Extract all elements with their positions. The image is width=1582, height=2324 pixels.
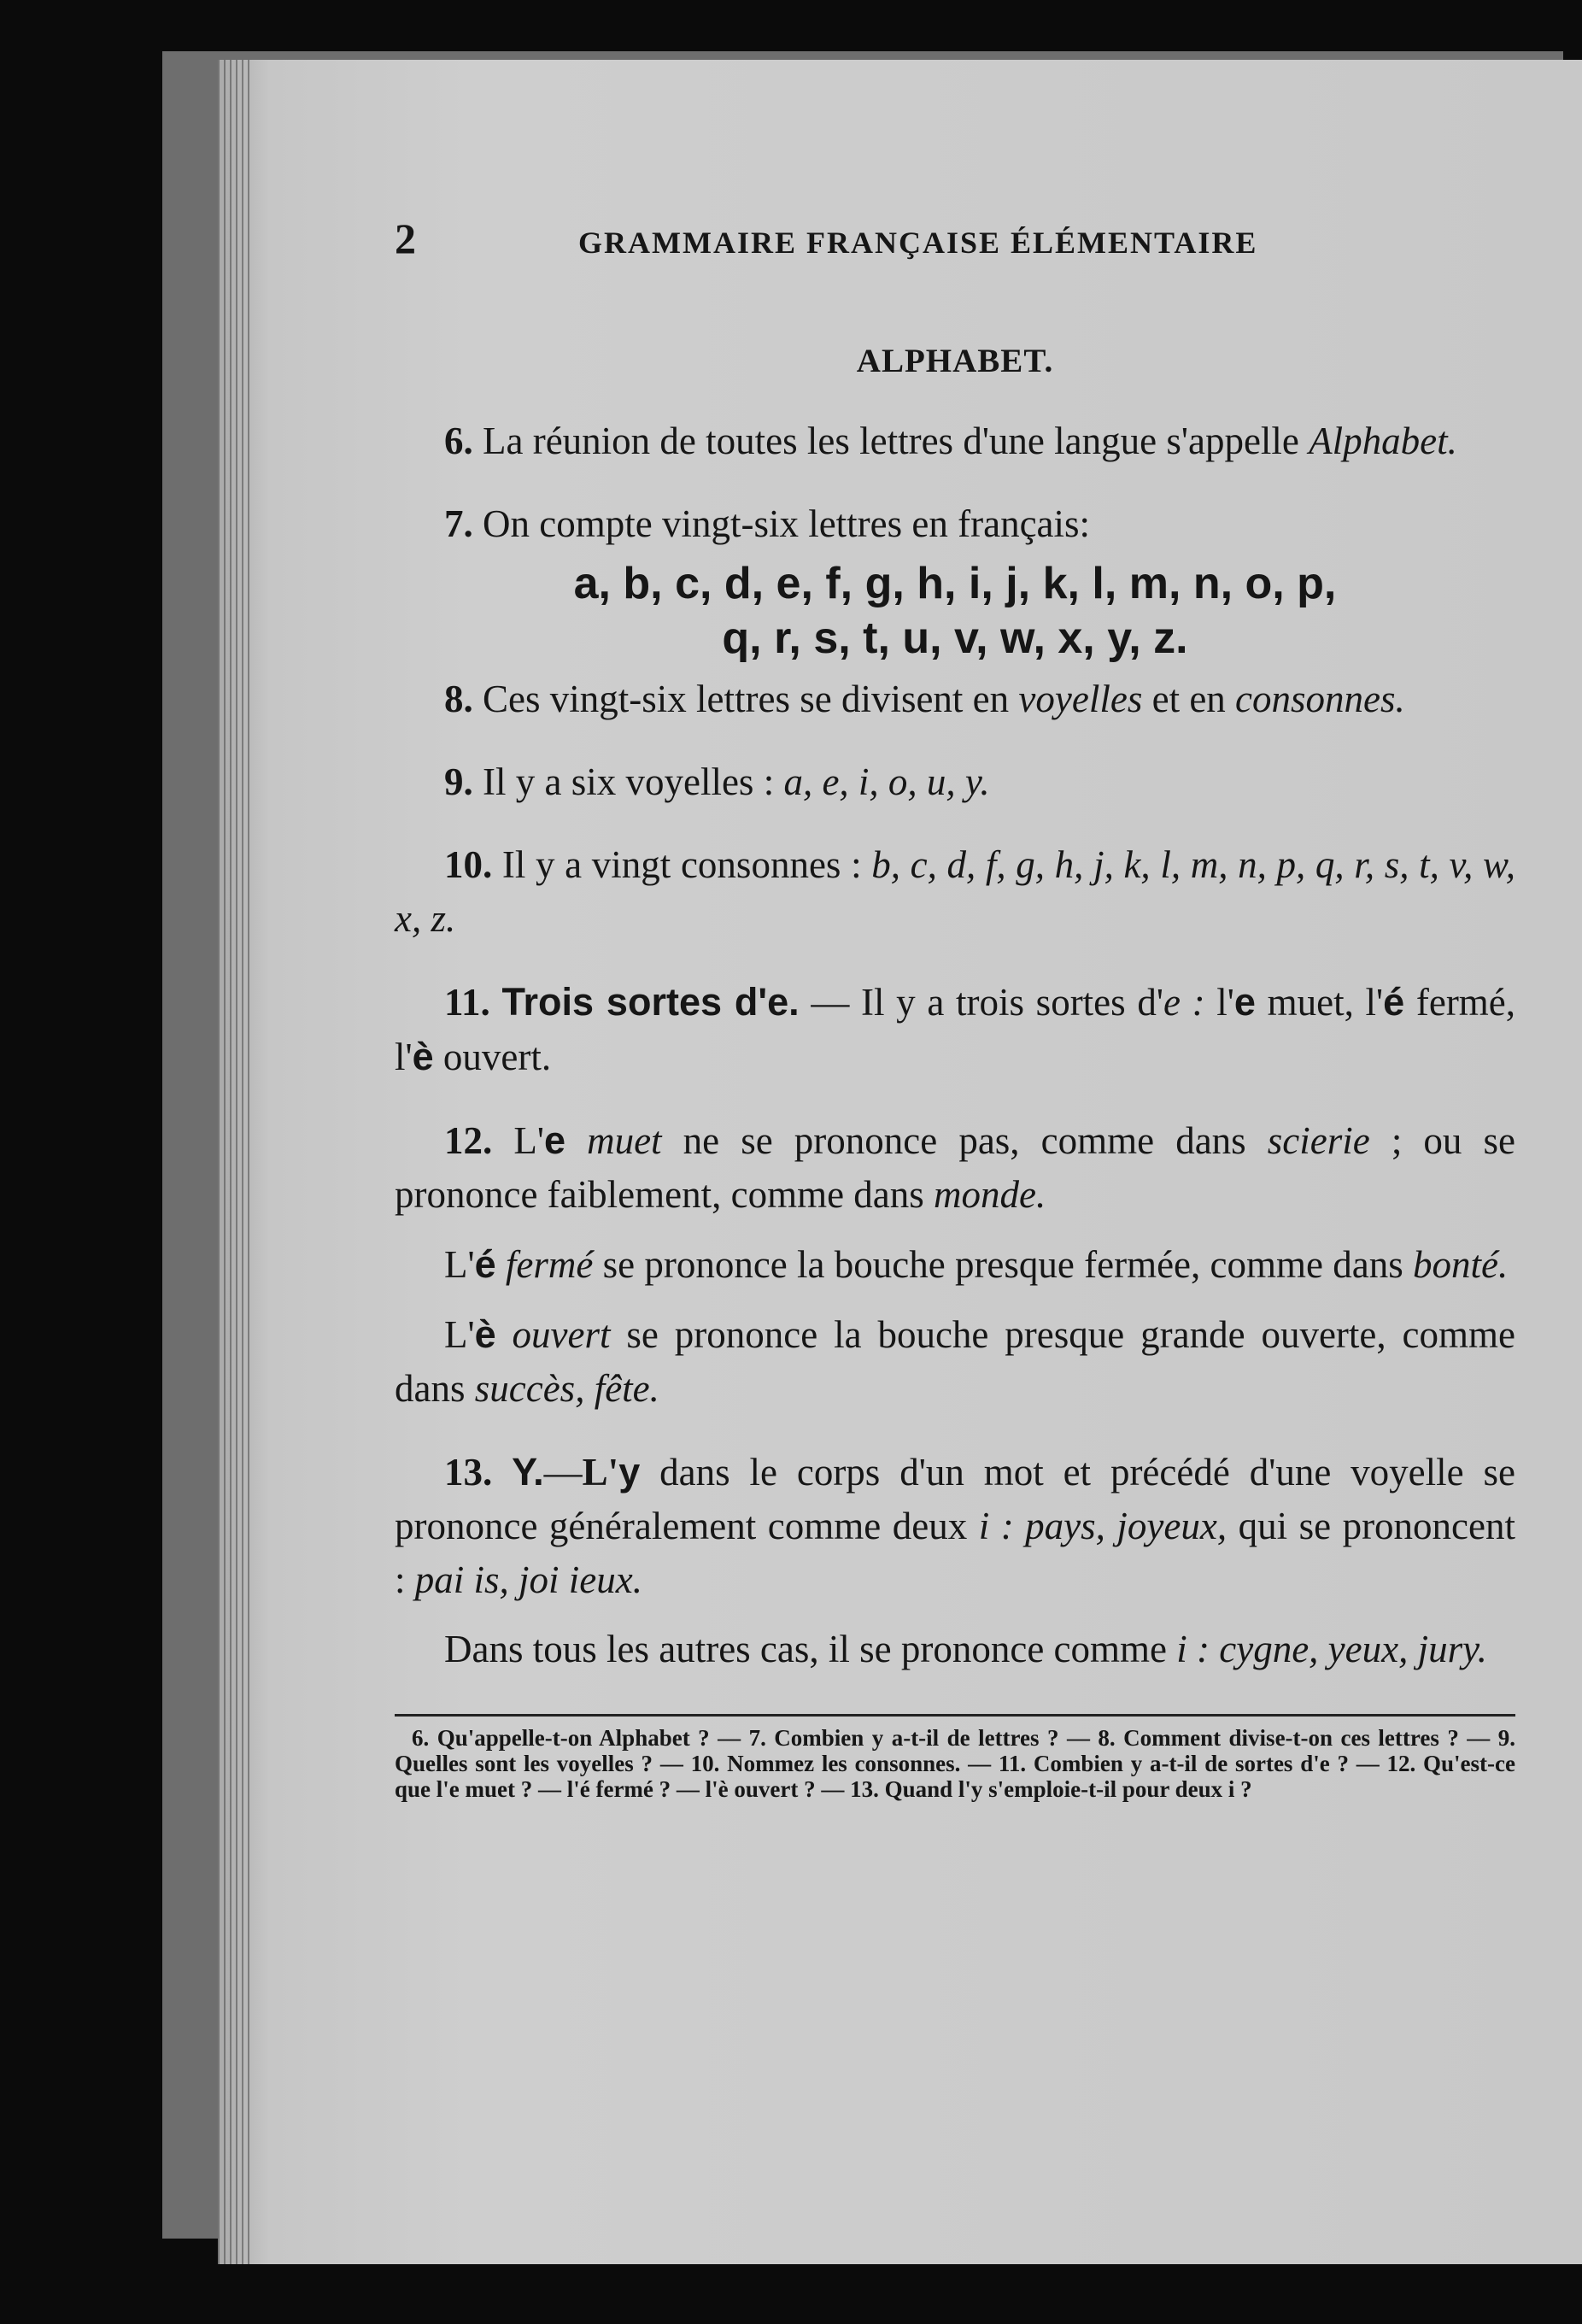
paragraph-text: fermé, [1404, 981, 1516, 1024]
paragraph-9 [395, 755, 1515, 809]
dash: — [543, 1451, 583, 1494]
article: L' [444, 1313, 475, 1356]
article: L' [582, 1451, 619, 1494]
alphabet-line-2: q, r, s, t, u, v, w, x, y, z. [722, 613, 1188, 663]
section-title: ALPHABET. [856, 343, 1054, 379]
emphasis: muet [565, 1119, 662, 1162]
paragraph-text: muet, [1255, 981, 1366, 1024]
paragraph-text: et en [1142, 678, 1236, 720]
article: L' [513, 1119, 544, 1162]
paragraph-text: Dans tous les autres cas, il se prononce comme [444, 1628, 1177, 1670]
paragraph-number: 6. [444, 420, 473, 462]
letter-y: y [618, 1450, 641, 1494]
letter-e-muet: e [1233, 980, 1256, 1024]
emphasis: fermé [495, 1243, 594, 1286]
paragraph-text: se prononce la bouche presque grande ouverte, comme dans [395, 1313, 1515, 1410]
running-title: GRAMMAIRE FRANÇAISE ÉLÉMENTAIRE [578, 226, 1258, 260]
paragraph-13-other-cases [395, 1623, 1515, 1676]
paragraph-number: 8. [444, 678, 473, 720]
emphasis: monde. [934, 1173, 1046, 1216]
paragraph-12-ouvert [395, 1307, 1515, 1416]
article: l' [1216, 981, 1234, 1024]
alphabet-list [395, 556, 1515, 666]
emphasis: e : [1163, 981, 1205, 1024]
paragraph-11 [395, 975, 1515, 1084]
emphasis: bonté. [1412, 1243, 1509, 1286]
paragraph-12 [395, 1113, 1515, 1222]
paragraph-text: se prononce la bouche presque fermée, comme dans [593, 1243, 1413, 1286]
article: l' [395, 1036, 413, 1078]
paragraph-text: ouvert. [433, 1036, 552, 1078]
emphasis: ouvert [495, 1313, 611, 1356]
letter-e-ouvert: è [474, 1312, 496, 1356]
paragraph-number: 12. [444, 1119, 493, 1162]
emphasis: consonnes. [1235, 678, 1405, 720]
paragraph-number: 9. [444, 760, 473, 803]
paragraph-13 [395, 1445, 1515, 1607]
paragraph-text: ; ou se prononce faiblement, comme dans [395, 1119, 1515, 1216]
binding-gutter [218, 60, 252, 2264]
paragraph-number: 7. [444, 502, 473, 545]
emphasis: a, e, i, o, u, y. [783, 760, 990, 803]
subheading: Trois sortes d'e. [501, 980, 800, 1024]
paragraph-7 [395, 497, 1515, 551]
emphasis: i : cygne, yeux, jury. [1176, 1628, 1487, 1670]
alphabet-line-1: a, b, c, d, e, f, g, h, i, j, k, l, m, n, o, p, [573, 559, 1337, 608]
emphasis: pai is, joi ieux. [414, 1558, 642, 1601]
paragraph-text: Il y a six voyelles : [483, 760, 784, 803]
paragraph-text: La réunion de toutes les lettres d'une langue s'appelle [483, 420, 1310, 462]
letter-e-ferme: é [1383, 980, 1405, 1024]
paragraph-number: 11. [444, 981, 490, 1024]
emphasis: b, c, d, f, g, h, j, k, l, m, n, p, q, r, s, t, v, w, x, z. [395, 843, 1515, 940]
article: l' [1365, 981, 1384, 1024]
paragraph-12-ferme [395, 1237, 1515, 1292]
footnote-divider [395, 1714, 1515, 1717]
letter-e-muet: e [543, 1118, 565, 1162]
paragraph-text: ne se prononce pas, comme dans [661, 1119, 1268, 1162]
paragraph-text: Il y a vingt consonnes : [501, 843, 872, 886]
subheading: Y. [512, 1450, 544, 1494]
paragraph-number: 13. [444, 1451, 493, 1494]
emphasis: succès, fête. [474, 1367, 659, 1410]
paragraph-8 [395, 672, 1515, 726]
paragraph-number: 10. [444, 843, 493, 886]
emphasis: i : pays, joyeux, [978, 1505, 1228, 1547]
paragraph-text: — Il y a trois sortes d' [799, 981, 1163, 1024]
review-questions: 6. Qu'appelle-t-on Alphabet ? — 7. Combien y a-t-il de lettres ? — 8. Comment divise-t-on ces lettres ? — 9. Quelles sont les voyelles ? — 10. Nommez les consonnes. — 11. Combien y a-t-il de sortes d'e ? — 12. Qu'est-ce que l'e muet ? — l'é fermé ? — l'è ouvert ? — 13. Quand l'y s'emploie-t-il pour deux i ? [395, 1725, 1515, 1802]
letter-e-ferme: é [474, 1242, 496, 1286]
paragraph-text: qui se prononcent : [395, 1505, 1516, 1601]
emphasis: Alphabet. [1309, 420, 1457, 462]
paragraph-text: On compte vingt-six lettres en français: [483, 502, 1091, 545]
letter-e-ouvert: è [412, 1035, 434, 1078]
page-header [395, 214, 1515, 282]
emphasis: voyelles [1018, 678, 1143, 720]
paragraph-6 [395, 414, 1515, 468]
paragraph-text: dans le corps d'un mot et précédé d'une voyelle se prononce généralement comme deux [395, 1451, 1515, 1547]
article: L' [444, 1243, 475, 1286]
page-content [395, 214, 1515, 1802]
emphasis: scierie [1267, 1119, 1370, 1162]
paragraph-10 [395, 838, 1515, 946]
page-number: 2 [395, 214, 416, 262]
paragraph-text: Ces vingt-six lettres se divisent en [483, 678, 1019, 720]
